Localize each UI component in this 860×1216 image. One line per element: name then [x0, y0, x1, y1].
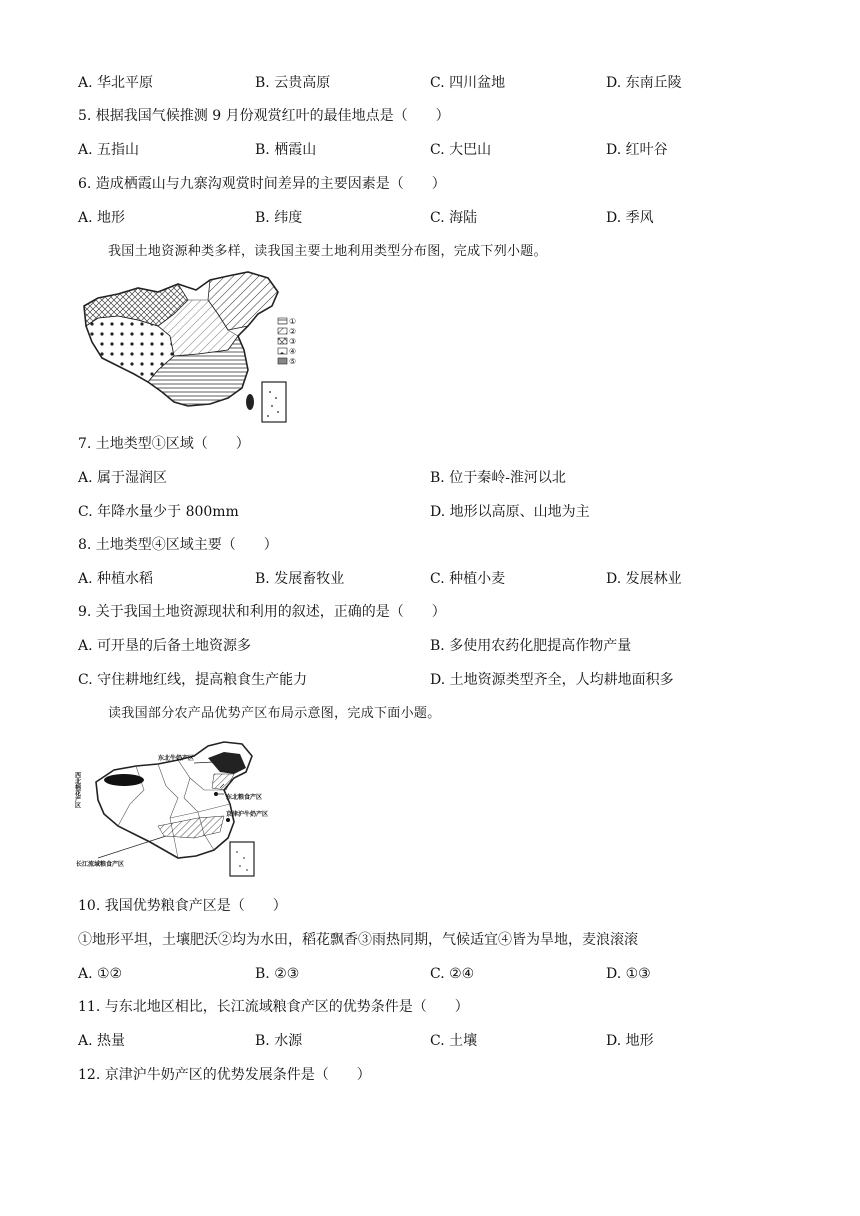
q10-option-d: D. ①③ — [606, 966, 651, 982]
q12-stem: 12. 京津沪牛奶产区的优势发展条件是（ ） — [78, 1067, 371, 1083]
agri-regions-map — [74, 738, 284, 878]
legend-2: ② — [289, 327, 297, 336]
label-dongbei-grain: 东北粮食产区 — [226, 794, 263, 801]
q9-option-a: A. 可开垦的后备土地资源多 — [78, 638, 252, 654]
legend-1: ① — [289, 317, 297, 326]
q6-option-d: D. 季风 — [606, 210, 654, 226]
q8-option-b: B. 发展畜牧业 — [255, 571, 345, 587]
q6-option-c: C. 海陆 — [430, 210, 478, 226]
q9-stem: 9. 关于我国土地资源现状和利用的叙述，正确的是（ ） — [78, 604, 446, 620]
q10-statements: ①地形平坦，土壤肥沃②均为水田，稻花飘香③雨热同期，气候适宜④皆为旱地，麦浪滚滚 — [78, 932, 638, 948]
q5-stem: 5. 根据我国气候推测 9 月份观赏红叶的最佳地点是（ ） — [78, 108, 450, 124]
q11-option-d: D. 地形 — [606, 1033, 654, 1049]
q11-option-b: B. 水源 — [255, 1033, 303, 1049]
q10-option-a: A. ①② — [78, 966, 123, 982]
q8-option-a: A. 种植水稻 — [78, 571, 154, 587]
q10-option-c: C. ②④ — [430, 966, 475, 982]
q8-option-c: C. 种植小麦 — [430, 571, 506, 587]
south-china-sea-inset — [262, 382, 286, 422]
q11-stem: 11. 与东北地区相比，长江流域粮食产区的优势条件是（ ） — [78, 999, 469, 1015]
passage-intro-land-use: 我国土地资源种类多样，读我国主要土地利用类型分布图，完成下列小题。 — [108, 244, 547, 259]
q4-option-b: B. 云贵高原 — [255, 75, 331, 91]
q6-option-b: B. 纬度 — [255, 210, 303, 226]
q6-option-a: A. 地形 — [78, 210, 126, 226]
q7-option-a: A. 属于湿润区 — [78, 470, 168, 486]
q5-option-a: A. 五指山 — [78, 142, 140, 158]
legend-4: ④ — [289, 347, 297, 356]
q9-option-b: B. 多使用农药化肥提高作物产量 — [430, 638, 632, 654]
passage-intro-agri: 读我国部分农产品优势产区布局示意图，完成下面小题。 — [108, 706, 441, 721]
south-china-sea-inset — [230, 842, 254, 876]
q4-option-a: A. 华北平原 — [78, 75, 154, 91]
q7-option-d: D. 地形以高原、山地为主 — [430, 504, 590, 520]
label-changjiang-grain: 长江流域粮食产区 — [76, 861, 125, 868]
q7-stem: 7. 土地类型①区域（ ） — [78, 436, 250, 452]
q10-option-b: B. ②③ — [255, 966, 300, 982]
q7-option-c: C. 年降水量少于 800mm — [78, 504, 239, 520]
legend-3: ③ — [289, 337, 297, 346]
q9-option-d: D. 土地资源类型齐全，人均耕地面积多 — [430, 672, 674, 688]
label-dongbei-milk: 东北牛奶产区 — [158, 755, 195, 762]
label-jingjinhu-milk: 京津沪牛奶产区 — [226, 811, 269, 818]
q4-option-c: C. 四川盆地 — [430, 75, 506, 91]
q5-option-d: D. 红叶谷 — [606, 142, 668, 158]
q9-option-c: C. 守住耕地红线，提高粮食生产能力 — [78, 672, 308, 688]
land-use-map — [78, 270, 308, 428]
legend-5: ⑤ — [289, 357, 297, 366]
q11-option-c: C. 土壤 — [430, 1033, 478, 1049]
q5-option-b: B. 栖霞山 — [255, 142, 317, 158]
q8-option-d: D. 发展林业 — [606, 571, 682, 587]
q5-option-c: C. 大巴山 — [430, 142, 492, 158]
q8-stem: 8. 土地类型④区域主要（ ） — [78, 537, 278, 553]
q11-option-a: A. 热量 — [78, 1033, 126, 1049]
q10-stem: 10. 我国优势粮食产区是（ ） — [78, 898, 287, 914]
q7-option-b: B. 位于秦岭-淮河以北 — [430, 470, 566, 486]
q4-option-d: D. 东南丘陵 — [606, 75, 682, 91]
q6-stem: 6. 造成栖霞山与九寨沟观赏时间差异的主要因素是（ ） — [78, 176, 446, 192]
label-xibei-cotton: 西北棉花产区 — [74, 772, 81, 808]
